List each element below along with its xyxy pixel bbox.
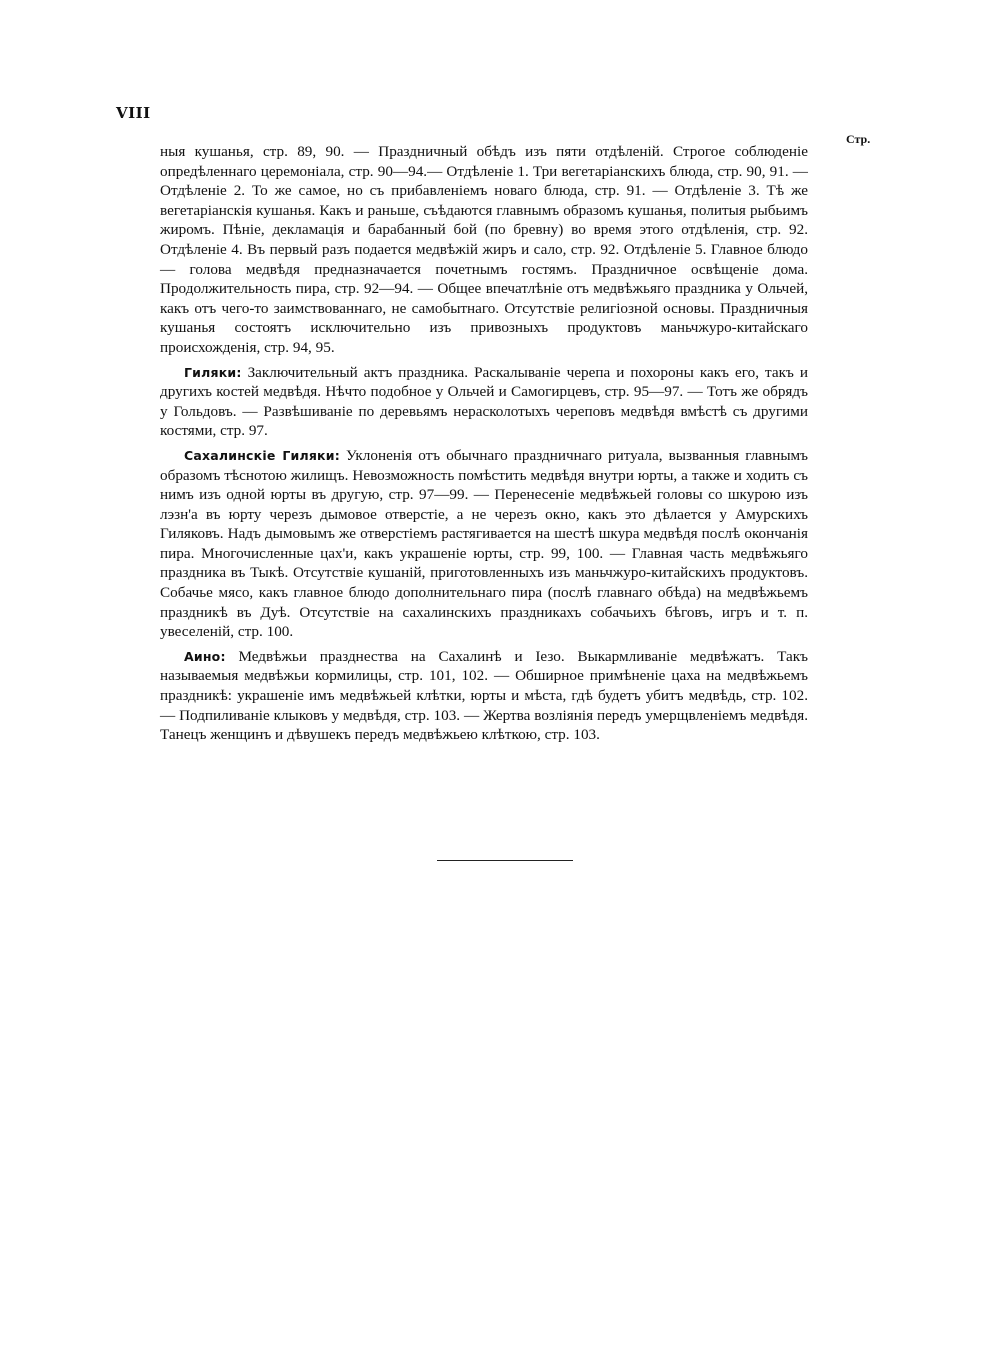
toc-paragraph-gilyaki	[160, 363, 808, 441]
toc-paragraph-text: Медвѣжьи празднества на Сахалинѣ и Іезо. Выкармливаніе медвѣжатъ. Такъ называемыя медвѣжьи кормилицы, стр. 101, 102. — Обширное примѣненіе цаха на медвѣжьемъ праздникѣ: украшеніе имъ медвѣжьей клѣтки, юрты и мѣста, гдѣ будетъ убитъ медвѣдь, стр. 102. — Подпиливаніе клыковъ у медвѣдя, стр. 103. — Жертва возліянія передъ умерщвленіемъ медвѣдя. Танецъ женщинъ и дѣвушекъ передъ медвѣжьею клѣткою, стр. 103.	[160, 647, 809, 744]
section-label-aino: Аино:	[184, 648, 226, 664]
page-number: VIII	[116, 104, 151, 122]
section-label-gilyaki: Гиляки:	[184, 364, 242, 380]
page-column-label: Стр.	[846, 132, 871, 146]
table-of-contents	[160, 142, 808, 750]
toc-paragraph-continuation	[160, 142, 808, 358]
toc-paragraph-text: ныя кушанья, стр. 89, 90. — Праздничный обѣдъ изъ пяти отдѣленій. Строгое соблюденіе опредѣленнаго церемоніала, стр. 90—94.— Отдѣленіе 1. Три вегетаріанскихъ блюда, стр. 90, 91. — Отдѣленіе 2. То же самое, но съ прибавленіемъ новаго блюда, стр. 91. — Отдѣленіе 3. Тѣ же вегетаріанскія кушанья. Какъ и раньше, съѣдаются главнымъ образомъ кушанья, политыя рыбьимъ жиромъ. Пѣніе, декламація и барабанный бой (по бревну) во время этого отдѣленія, стр. 92. Отдѣленіе 4. Въ первый разъ подается медвѣжій жиръ и сало, стр. 92. Отдѣленіе 5. Главное блюдо — голова медвѣдя предназначается почетнымъ гостямъ. Праздничное освѣщеніе дома. Продолжительность пира, стр. 92—94. — Общее впечатлѣніе отъ медвѣжьяго праздника у Ольчей, какъ отъ чего-то заимствованнаго, не самобытнаго. Отсутствіе религіозной основы. Праздничныя кушанья состоятъ исключительно изъ привозныхъ продуктовъ маньчжуро-китайскаго происхожденія, стр. 94, 95.	[160, 143, 808, 356]
toc-paragraph-sakhalin-gilyaki	[160, 446, 808, 642]
toc-paragraph-text: Заключительный актъ праздника. Раскалываніе черепа и похороны какъ его, такъ и другихъ костей медвѣдя. Нѣчто подобное у Ольчей и Самогирцевъ, стр. 95—97. — Тотъ же обрядъ у Гольдовъ. — Развѣшиваніе по деревьямъ нерасколотыхъ череповъ медвѣдя вмѣстѣ съ другими костями, стр. 97.	[160, 363, 808, 440]
toc-paragraph-text: Уклоненія отъ обычнаго праздничнаго ритуала, вызванныя главнымъ образомъ тѣснотою жилищъ. Невозможность помѣстить медвѣдя внутри юрты, а также и ходить съ нимъ изъ одной юрты въ другую, стр. 97—99. — Перенесеніе медвѣжьей головы со шкурою изъ лэзн'а въ юрту черезъ дымовое отверстіе, а не черезъ окно, какъ это дѣлается у Амурскихъ Гиляковъ. Надъ дымовымъ же отверстіемъ растягивается на шестѣ шкура медвѣдя послѣ окончанія пира. Многочисленные цах'и, какъ украшеніе юрты, стр. 99, 100. — Главная часть медвѣжьяго праздника въ Тыкѣ. Отсутствіе кушаній, приготовленныхъ изъ маньчжуро-китайскихъ продуктовъ. Собачье мясо, какъ главное блюдо дополнительнаго пира (послѣ главнаго обѣда) на медвѣжьемъ праздникѣ въ Дуѣ. Отсутствіе на сахалинскихъ праздникахъ собачьихъ бѣговъ, игръ и т. п. увеселеній, стр. 100.	[160, 446, 808, 641]
section-label-sakhalin-gilyaki: Сахалинскіе Гиляки:	[184, 447, 340, 463]
end-divider	[437, 860, 573, 861]
toc-paragraph-aino	[160, 647, 808, 745]
